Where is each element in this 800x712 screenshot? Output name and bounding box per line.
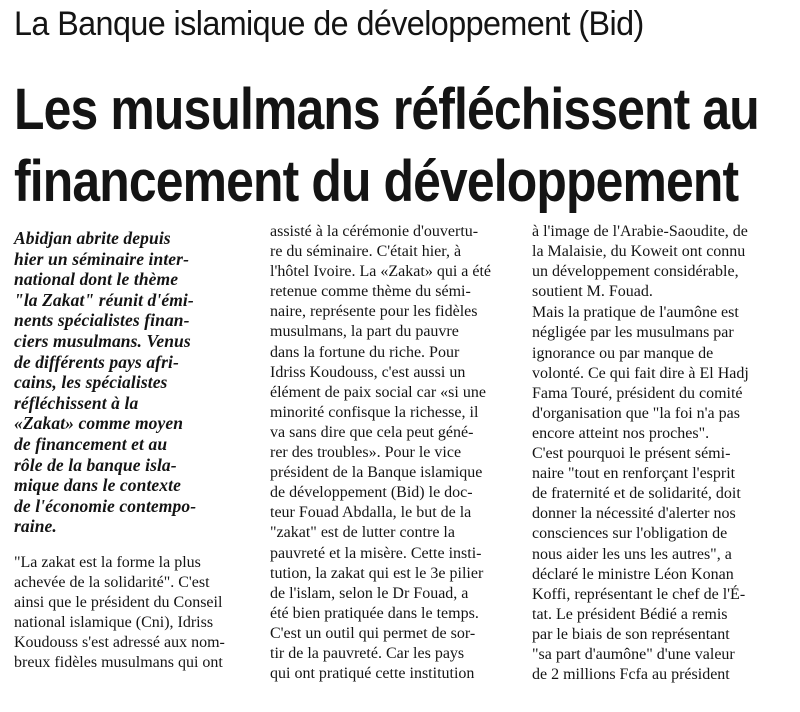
column-2-body: assisté à la cérémonie d'ouvertu- re du séminaire. C'était hier, à l'hôtel Ivoire. La «Zakat» qui a été retenue comme thème du sémi- naire, représente pour les fidèles musulmans, la part du pauvre dans la fortune du riche. Pour Idriss Koudouss, c'est aussi un élément de paix social car «si une minorité confisque la richesse, il va sans dire que cela peut géné- rer des troubles». Pour le vice président de la Banque islamique de développement (Bid) le doc- teur Fouad Abdalla, le but de la "zakat" est de lutter contre la pauvreté et la misère. Cette insti- tution, la zakat qui est le 3e pilier de l'islam, selon le Dr Fouad, a été bien pratiquée dans le temps. C'est un outil qui permet de sor- tir de la pauvreté. Car les pays qui ont pratiqué cette institution [270,223,492,683]
column-1-body: "La zakat est la forme la plus achevée de la solidarité". C'est ainsi que le président du Conseil national islamique (Cni), Idriss Koudouss s'est adressé aux nom- breux fidèles musulmans qui ont [14,553,225,671]
column-3-paragraph-1: à l'image de l'Arabie-Saoudite, de la Malaisie, du Koweit ont connu un développement considérable, soutient M. Fouad. [532,223,748,301]
headline-line-2: financement du développement [14,149,739,214]
column-2 [270,222,524,684]
column-3-paragraph-2: Mais la pratique de l'aumône est négligée par les musulmans par ignorance ou par manque de volonté. Ce qui fait dire à El Hadj Fama Touré, président du comité d'organisation que "la foi n'a pas encore atteint nos proches". C'est pourquoi le présent sémi- naire "tout en renforçant l'esprit de fraternité et de solidarité, doit donner la nécessité d'alerter nos consciences sur l'obligation de nous aider les uns les autres", a déclaré le ministre Léon Konan Koffi, représentant le chef de l'É- tat. Le président Bédié a remis par le biais de son représentant "sa part d'aumône" d'une valeur de 2 millions Fcfa au président [532,304,749,684]
column-1 [14,228,264,673]
article-headline [14,74,800,218]
article-kicker: La Banque islamique de développement (Bid) [14,5,644,43]
article-chapeau: Abidjan abrite depuis hier un séminaire inter- national dont le thème "la Zakat" réunit d'émi- nents spécialistes finan- ciers musulmans. Venus de différents pays afri- cains, les spécialistes réfléchissent à la «Zakat» comme moyen de financement et au rôle de la banque isla- mique dans le contexte de l'économie contempo- raine. [14,228,197,537]
column-3 [532,222,790,685]
headline-line-1: Les musulmans réfléchissent au [14,77,759,142]
